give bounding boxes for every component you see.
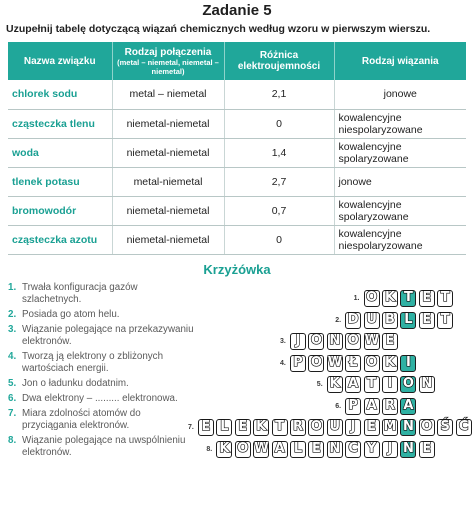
crossword-row-number: 2. <box>335 316 342 324</box>
crossword-cell: A <box>345 376 361 393</box>
crossword-row-number: 4. <box>280 359 286 367</box>
bond-kind: niemetal-niemetal <box>112 196 224 225</box>
crossword-cell: O <box>235 441 251 458</box>
clue-1: 1. Trwała konfiguracja gazów szlachetnych. <box>8 282 138 305</box>
crossword-cell: E <box>382 333 398 350</box>
bond-type: kowalencyjne spolaryzowane <box>334 138 466 167</box>
crossword-cell: O <box>345 333 361 350</box>
crossword-cell: C <box>345 441 361 458</box>
crossword-cell: M <box>383 419 397 434</box>
bond-kind: niemetal-niemetal <box>112 138 224 167</box>
crossword-cell: W <box>327 354 343 370</box>
crossword-key-cell: O <box>400 376 416 393</box>
crossword-cell: W <box>254 440 269 456</box>
crossword-row-number: 5. <box>316 381 323 388</box>
crossword-cell: T <box>437 290 453 307</box>
crossword-cell: W <box>364 333 379 348</box>
crossword-cell: Ś <box>437 419 453 436</box>
crossword-cell: K <box>253 419 269 436</box>
compound-name: tlenek potasu <box>8 167 112 196</box>
clue-7: 7. Miara zdolności atomów do przyciągania elektronów. <box>8 408 141 431</box>
crossword-cell: K <box>327 376 343 393</box>
bond-table <box>8 42 466 255</box>
crossword-cell: O <box>308 355 324 372</box>
header-bond: Rodzaj połączenia (metal – niemetal, niemetal – niemetal) <box>112 42 224 80</box>
crossword-cell: P <box>290 355 306 372</box>
crossword-cell: O <box>308 419 324 436</box>
crossword-key-cell: A <box>400 398 416 415</box>
bond-type: jonowe <box>334 80 466 109</box>
crossword-cell: T <box>437 312 453 329</box>
compound-name: chlorek sodu <box>8 80 112 109</box>
electronegativity-diff: 0 <box>224 225 334 254</box>
crossword-cell: I <box>382 376 398 393</box>
bond-kind: metal-niemetal <box>112 167 224 196</box>
crossword-cell: T <box>364 376 380 393</box>
crossword-cell: A <box>364 398 380 415</box>
crossword-cell: O <box>364 355 380 372</box>
crossword-cell: O <box>364 290 380 307</box>
crossword-cell: N <box>327 441 343 458</box>
crossword-row-number: 6. <box>335 402 342 410</box>
electronegativity-diff: 0 <box>224 109 334 138</box>
bond-type: kowalencyjne niespolaryzowane <box>334 225 466 254</box>
table-row <box>8 167 466 196</box>
crossword-cell: U <box>327 419 343 436</box>
crossword-cell: N <box>327 333 343 350</box>
crossword-key-cell: N <box>400 419 416 436</box>
crossword-cell: K <box>382 290 398 307</box>
crossword-cell: A <box>272 441 288 458</box>
crossword-title: Krzyżówka <box>203 262 271 277</box>
crossword-key-cell: L <box>400 312 416 329</box>
compound-name: cząsteczka tlenu <box>8 109 112 138</box>
bond-kind: niemetal-niemetal <box>112 109 224 138</box>
crossword-cell: P <box>345 398 361 415</box>
crossword-cell: Ł <box>345 355 361 372</box>
compound-name: cząsteczka azotu <box>8 225 112 254</box>
crossword-cell: E <box>364 419 380 436</box>
electronegativity-diff: 1,4 <box>224 138 334 167</box>
table-header-row <box>8 42 466 80</box>
crossword-cell: L <box>290 441 306 458</box>
crossword-cell: E <box>308 441 324 458</box>
clue-4: 4. Tworzą ją elektrony o zbliżonych wartościach energii. <box>8 351 164 374</box>
bond-type: kowalencyjne niespolaryzowane <box>334 109 466 138</box>
crossword-cell: N <box>419 376 435 393</box>
crossword-cell: E <box>235 419 251 436</box>
crossword-cell: E <box>419 312 435 329</box>
crossword-row-number: 3. <box>280 338 286 345</box>
crossword-cell: J <box>345 419 361 436</box>
crossword-cell: O <box>419 419 435 436</box>
crossword-cell: J <box>382 441 398 458</box>
clue-5: 5. Jon o ładunku dodatnim. <box>8 378 129 389</box>
table-row <box>8 196 466 225</box>
header-type: Rodzaj wiązania <box>334 42 466 80</box>
header-name: Nazwa związku <box>8 42 112 80</box>
crossword-key-cell: T <box>400 290 416 307</box>
crossword-row-number: 7. <box>188 424 194 431</box>
table-row <box>8 109 466 138</box>
electronegativity-diff: 2,7 <box>224 167 334 196</box>
clue-2: 2. Posiada go atom helu. <box>8 309 120 320</box>
crossword-clues <box>8 282 198 462</box>
clue-6: 6. Dwa elektrony – ......... elektronowa. <box>8 393 178 404</box>
crossword-cell: R <box>290 419 306 436</box>
task-instruction: Uzupełnij tabelę dotyczącą wiązań chemicznych według wzoru w pierwszym wierszu. <box>6 23 431 35</box>
crossword-cell: B <box>382 312 398 329</box>
crossword-cell: K <box>382 355 398 372</box>
crossword-row-number: 1. <box>353 295 360 302</box>
table-row <box>8 138 466 167</box>
crossword-cell: E <box>198 419 214 436</box>
crossword-cell: E <box>419 290 435 307</box>
task-title: Zadanie 5 <box>202 2 272 19</box>
compound-name: woda <box>8 138 112 167</box>
crossword-cell: Y <box>364 441 380 458</box>
electronegativity-diff: 2,1 <box>224 80 334 109</box>
clue-8: 8. Wiązanie polegające na uwspólnieniu elektronów. <box>8 435 186 458</box>
crossword-cell: K <box>216 441 232 458</box>
crossword-cell: O <box>308 333 324 350</box>
crossword-cell: E <box>419 441 435 458</box>
crossword-cell: L <box>216 419 232 436</box>
table-row <box>8 225 466 254</box>
clue-3: 3. Wiązanie polegające na przekazywaniu elektronów. <box>8 324 194 347</box>
crossword-cell: D <box>345 312 361 329</box>
crossword-key-cell: N <box>400 441 416 458</box>
crossword-cell: T <box>272 419 288 436</box>
bond-kind: metal – niemetal <box>112 80 224 109</box>
bond-type: kowalencyjne spolaryzowane <box>334 196 466 225</box>
bond-kind: niemetal-niemetal <box>112 225 224 254</box>
electronegativity-diff: 0,7 <box>224 196 334 225</box>
bond-type: jonowe <box>334 167 466 196</box>
crossword-cell: Ć <box>456 419 472 436</box>
crossword-key-cell: I <box>400 355 416 372</box>
crossword-cell: U <box>364 312 380 329</box>
crossword-cell: R <box>382 398 398 415</box>
compound-name: bromowodór <box>8 196 112 225</box>
header-diff: Różnica elektroujemności <box>224 42 334 80</box>
table-row <box>8 80 466 109</box>
crossword-row-number: 8. <box>206 445 213 453</box>
crossword-cell: J <box>290 333 306 350</box>
